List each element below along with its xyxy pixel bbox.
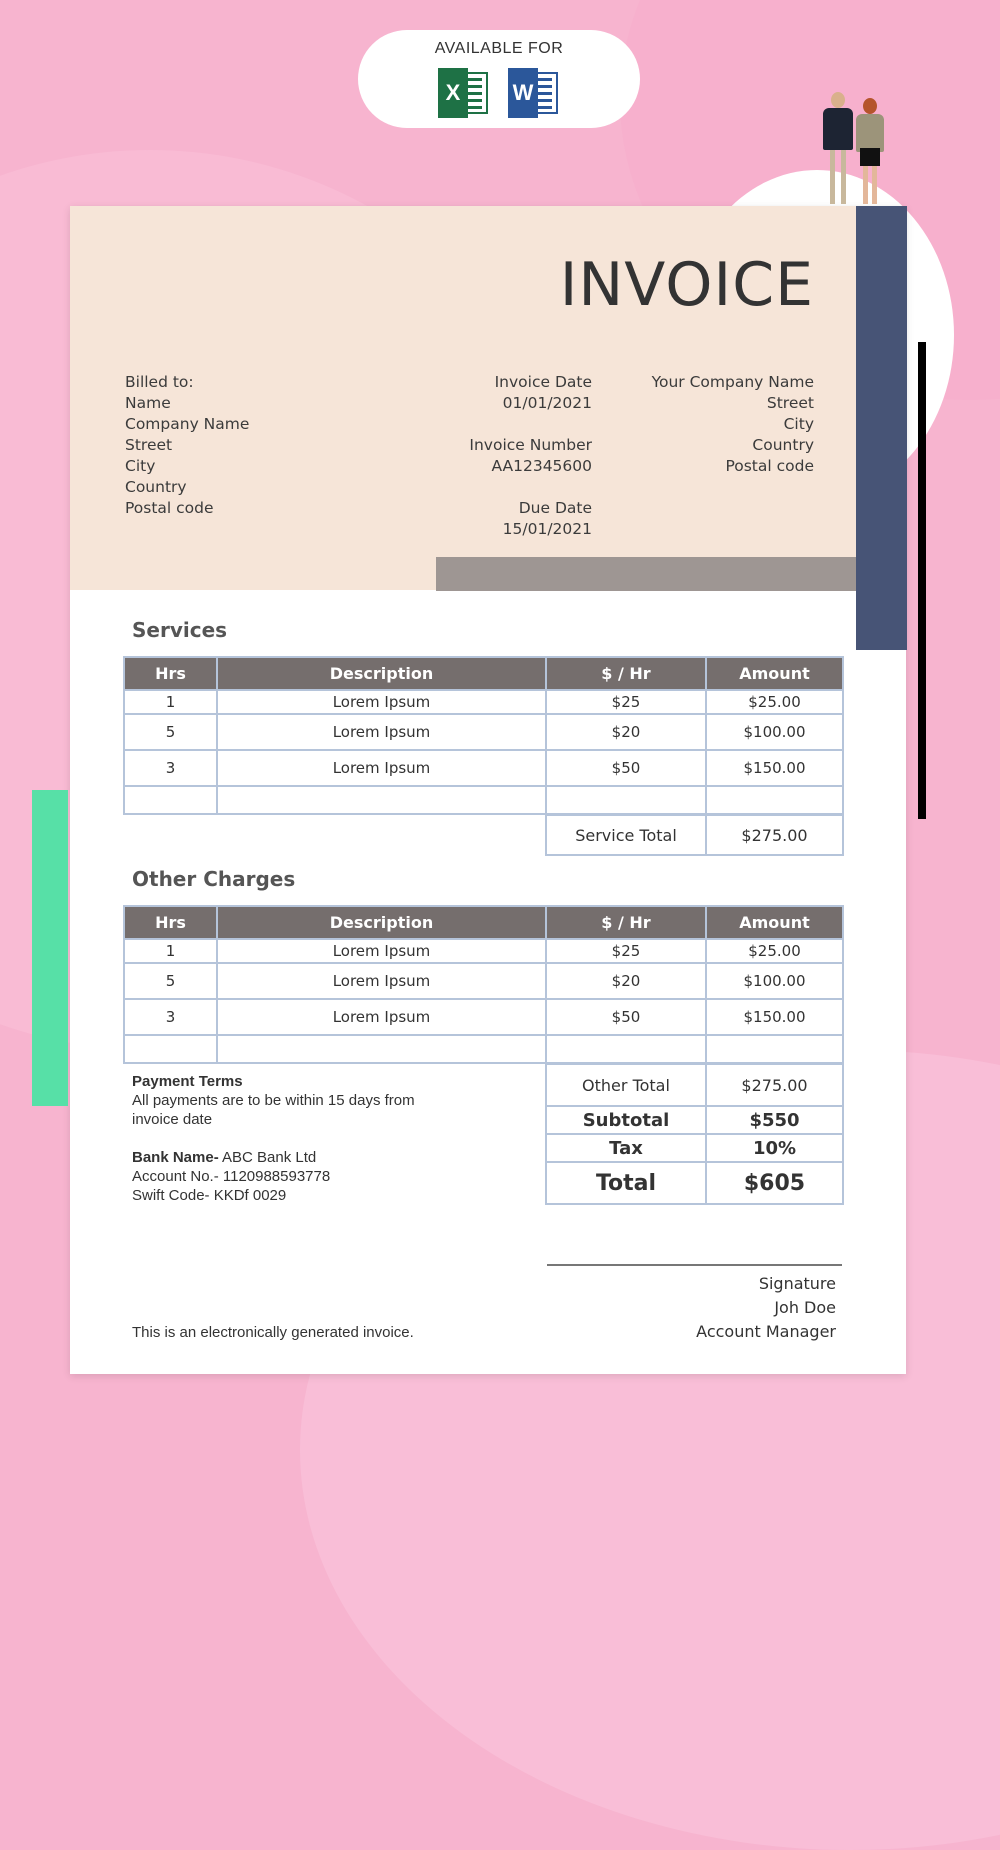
service-total-label: Service Total — [546, 815, 706, 855]
subtotal-label: Subtotal — [546, 1106, 706, 1134]
billed-name: Name — [125, 394, 171, 412]
billed-to-block — [125, 372, 249, 519]
bank-name — [132, 1148, 415, 1167]
hrs-cell: 5 — [124, 963, 217, 999]
service-total-value: $275.00 — [706, 815, 843, 855]
column-header: Hrs — [124, 657, 217, 690]
bank-name-label: Bank Name- — [132, 1149, 219, 1166]
table-header-row — [124, 657, 843, 690]
column-header: Hrs — [124, 906, 217, 939]
amount-cell: $25.00 — [706, 939, 843, 963]
other-charges-table — [123, 905, 844, 1064]
rate-cell: $50 — [546, 999, 706, 1035]
summary-table — [545, 1063, 844, 1205]
column-header: Amount — [706, 657, 843, 690]
tax-value: 10% — [706, 1134, 843, 1162]
rate-cell: $50 — [546, 750, 706, 786]
description-cell: Lorem Ipsum — [217, 750, 546, 786]
services-table — [123, 656, 844, 815]
other-charges-title: Other Charges — [132, 867, 296, 891]
invoice-number: AA12345600 — [491, 457, 592, 475]
billed-street: Street — [125, 436, 173, 454]
column-header: Description — [217, 906, 546, 939]
tax-label: Tax — [546, 1134, 706, 1162]
description-cell: Lorem Ipsum — [217, 714, 546, 750]
table-row — [124, 690, 843, 714]
amount-cell: $25.00 — [706, 690, 843, 714]
services-title: Services — [132, 618, 228, 642]
miniature-figures-image — [808, 92, 898, 210]
rate-cell: $20 — [546, 714, 706, 750]
column-header: $ / Hr — [546, 906, 706, 939]
availability-label: AVAILABLE FOR — [434, 40, 564, 57]
company-city: City — [783, 415, 814, 433]
billed-to-label: Billed to: — [125, 373, 194, 391]
amount-cell: $150.00 — [706, 750, 843, 786]
invoice-number-label: Invoice Number — [469, 436, 592, 454]
column-header: $ / Hr — [546, 657, 706, 690]
hrs-cell: 1 — [124, 690, 217, 714]
empty-row — [124, 786, 843, 814]
company-street: Street — [766, 394, 814, 412]
description-cell: Lorem Ipsum — [217, 999, 546, 1035]
decorative-line — [918, 342, 926, 819]
amount-cell: $150.00 — [706, 999, 843, 1035]
decorative-bar — [856, 206, 907, 650]
decorative-bar — [436, 557, 906, 591]
amount-cell: $100.00 — [706, 714, 843, 750]
description-cell: Lorem Ipsum — [217, 963, 546, 999]
table-row — [124, 999, 843, 1035]
description-cell: Lorem Ipsum — [217, 939, 546, 963]
table-row — [124, 963, 843, 999]
signer-name: Joh Doe — [774, 1298, 836, 1317]
amount-cell: $100.00 — [706, 963, 843, 999]
signature-label: Signature — [758, 1274, 836, 1293]
signer-role: Account Manager — [696, 1322, 836, 1341]
company-country: Country — [752, 436, 814, 454]
invoice-document — [70, 206, 906, 1374]
rate-cell: $20 — [546, 963, 706, 999]
payment-terms — [132, 1072, 415, 1205]
empty-row — [124, 1035, 843, 1063]
account-number: Account No.- 1120988593778 — [132, 1168, 331, 1185]
billed-country: Country — [125, 478, 187, 496]
due-date: 15/01/2021 — [502, 520, 592, 538]
table-row — [124, 750, 843, 786]
hrs-cell: 3 — [124, 750, 217, 786]
invoice-title: INVOICE — [559, 250, 814, 320]
payment-terms-line: All payments are to be within 15 days from — [132, 1092, 415, 1109]
swift-code: Swift Code- KKDf 0029 — [132, 1187, 287, 1204]
invoice-date: 01/01/2021 — [502, 394, 592, 412]
total-value: $605 — [706, 1162, 843, 1204]
rate-cell: $25 — [546, 690, 706, 714]
rate-cell: $25 — [546, 939, 706, 963]
invoice-dates-block — [469, 372, 592, 540]
availability-badge — [358, 30, 640, 128]
column-header: Description — [217, 657, 546, 690]
excel-icon: X — [438, 68, 492, 118]
total-label: Total — [546, 1162, 706, 1204]
company-postal: Postal code — [725, 457, 814, 475]
description-cell: Lorem Ipsum — [217, 690, 546, 714]
other-total-value: $275.00 — [706, 1064, 843, 1106]
billed-postal: Postal code — [125, 499, 214, 517]
other-total-label: Other Total — [546, 1064, 706, 1106]
word-icon: W — [508, 68, 562, 118]
due-date-label: Due Date — [518, 499, 592, 517]
bank-name-value: ABC Bank Ltd — [218, 1149, 317, 1166]
company-name: Your Company Name — [651, 373, 814, 391]
column-header: Amount — [706, 906, 843, 939]
hrs-cell: 3 — [124, 999, 217, 1035]
subtotal-value: $550 — [706, 1106, 843, 1134]
payment-terms-line: invoice date — [132, 1111, 213, 1128]
company-block — [652, 372, 814, 477]
decorative-bar — [32, 790, 68, 1106]
signature-block — [696, 1272, 836, 1344]
invoice-date-label: Invoice Date — [494, 373, 592, 391]
table-header-row — [124, 906, 843, 939]
hrs-cell: 1 — [124, 939, 217, 963]
service-total-table — [545, 814, 844, 856]
signature-line — [547, 1264, 842, 1266]
billed-company: Company Name — [125, 415, 250, 433]
table-row — [124, 939, 843, 963]
billed-city: City — [125, 457, 156, 475]
hrs-cell: 5 — [124, 714, 217, 750]
footer-note: This is an electronically generated invoice. — [132, 1324, 414, 1341]
table-row — [124, 714, 843, 750]
payment-terms-title: Payment Terms — [132, 1073, 243, 1090]
